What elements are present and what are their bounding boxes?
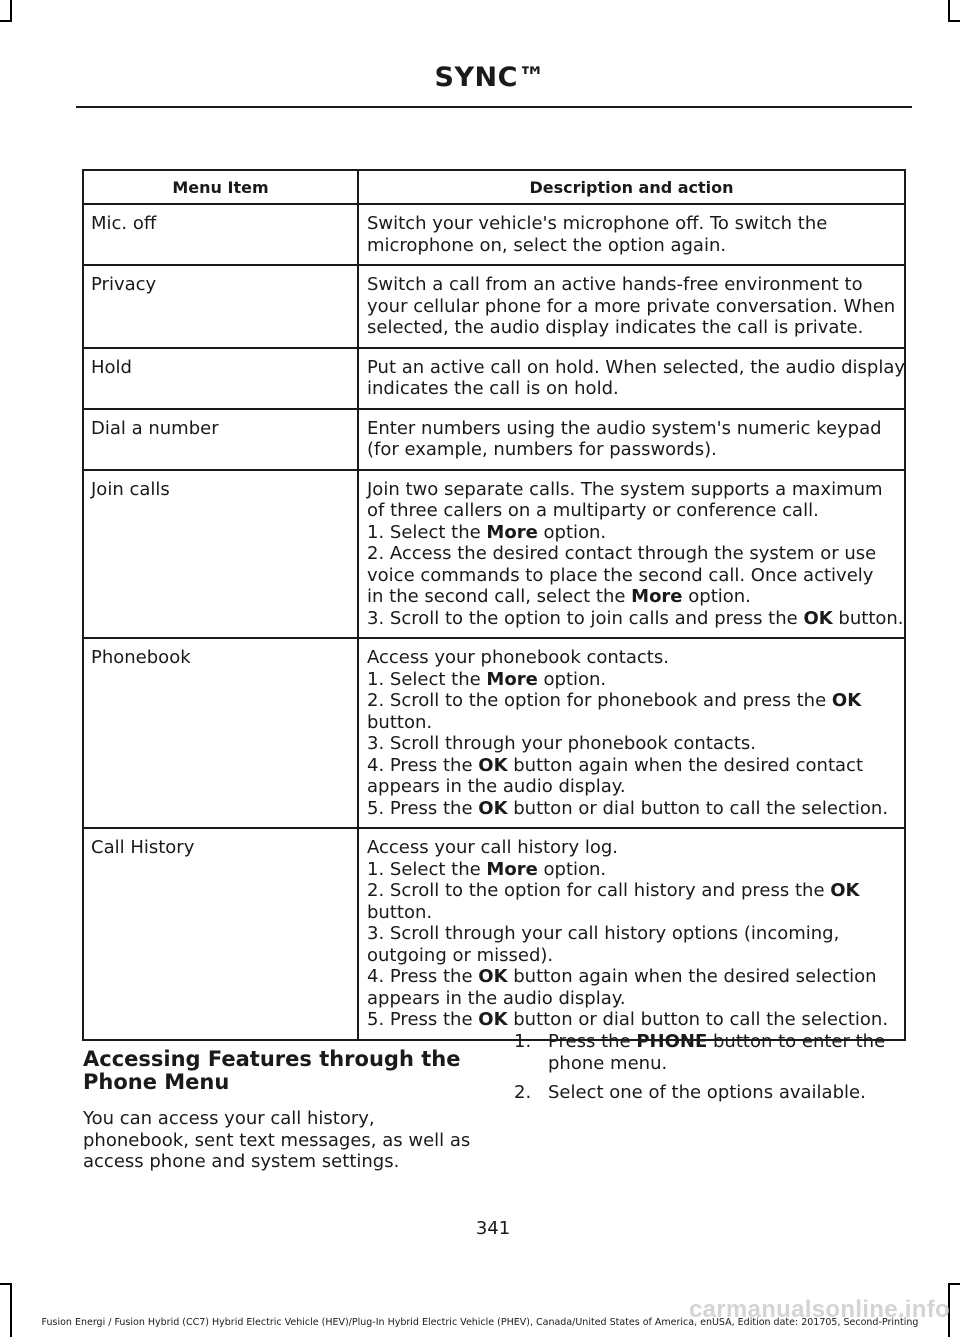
bold-text: OK	[478, 1009, 508, 1030]
crop-mark-bottom-left	[0, 1283, 12, 1285]
bold-text: OK	[803, 607, 833, 629]
text-run: voice commands to place the second call. Once actively	[367, 564, 874, 586]
bold-text: OK	[830, 880, 860, 901]
text-run: (for example, numbers for passwords).	[367, 439, 717, 460]
text-run: button or dial button to call the selection.	[507, 797, 889, 819]
text-run: 4. Press the	[367, 754, 479, 776]
text-run: indicates the call is on hold.	[367, 378, 619, 399]
menu-item-cell: Join calls	[83, 470, 358, 639]
description-cell	[358, 409, 905, 470]
table-row	[83, 265, 905, 348]
step-item	[514, 1082, 914, 1104]
description-cell	[358, 348, 905, 409]
text-run: Put an active call on hold. When selected, the audio display	[367, 356, 906, 378]
column-header-description: Description and action	[358, 170, 905, 204]
bold-text: More	[486, 668, 538, 690]
bold-text: PHONE	[636, 1031, 708, 1052]
table-row	[83, 204, 905, 265]
description-line	[367, 213, 898, 235]
text-run: 2. Scroll to the option for call history and press the	[367, 880, 831, 901]
description-line	[367, 317, 898, 339]
description-line	[367, 296, 898, 318]
section-intro: You can access your call history, phonebook, sent text messages, as well as access phone and system settings.	[83, 1108, 471, 1172]
text-run: 2. Scroll to the option for phonebook and press the	[367, 690, 832, 711]
description-cell	[358, 470, 905, 639]
description-line	[367, 543, 898, 565]
description-line	[367, 356, 906, 379]
text-run: Enter numbers using the audio system's numeric keypad	[367, 417, 882, 439]
text-run: in the second call, select the	[367, 586, 632, 607]
description-line	[367, 479, 898, 501]
description-line	[367, 988, 898, 1010]
description-line	[367, 565, 898, 587]
crop-mark-top-left	[0, 20, 12, 22]
text-run: appears in the audio display.	[367, 776, 626, 797]
menu-item-cell: Privacy	[83, 265, 358, 348]
menu-item-cell: Call History	[83, 828, 358, 1040]
text-run: option.	[537, 858, 607, 880]
text-run: 4. Press the	[367, 966, 479, 987]
description-line	[367, 586, 898, 608]
watermark: carmanualsonline.info	[688, 1296, 950, 1323]
description-line	[367, 522, 898, 544]
crop-mark-top-left	[10, 0, 12, 20]
text-run: 3. Scroll to the option to join calls and press the	[367, 607, 804, 629]
description-cell	[358, 638, 905, 828]
table-row	[83, 348, 905, 409]
page-header-title: SYNC™	[434, 62, 546, 93]
description-line	[367, 923, 898, 945]
text-run: outgoing or missed).	[367, 944, 554, 966]
description-line	[367, 880, 898, 902]
step-item	[514, 1031, 914, 1074]
crop-mark-bottom-right	[948, 1283, 960, 1285]
description-line	[367, 733, 898, 755]
text-run: Switch your vehicle's microphone off. To switch the	[367, 213, 828, 234]
crop-mark-bottom-left	[10, 1283, 12, 1337]
menu-item-cell: Dial a number	[83, 409, 358, 470]
table-row	[83, 470, 905, 639]
description-line	[367, 712, 898, 734]
description-line	[367, 945, 898, 967]
crop-mark-top-right	[948, 0, 950, 20]
text-run: 2. Access the desired contact through the system or use	[367, 543, 877, 564]
table-header-row	[83, 170, 905, 204]
table-row	[83, 409, 905, 470]
description-line	[367, 647, 898, 669]
section-title: Accessing Features through the Phone Menu	[83, 1047, 461, 1094]
table-row	[83, 638, 905, 828]
phone-menu-table	[82, 169, 906, 1041]
crop-mark-top-right	[948, 20, 960, 22]
menu-item-cell: Hold	[83, 348, 358, 409]
table-row	[83, 828, 905, 1040]
description-line	[367, 439, 898, 461]
description-line	[367, 378, 898, 400]
text-run: selected, the audio display indicates the call is private.	[367, 317, 864, 338]
bold-text: More	[631, 586, 683, 607]
description-line	[367, 669, 898, 691]
description-line	[367, 798, 898, 820]
text-run: 3. Scroll through your call history options (incoming,	[367, 923, 840, 944]
description-line	[367, 755, 898, 777]
description-line	[367, 274, 898, 296]
text-run: Press the	[548, 1031, 637, 1052]
description-line	[367, 235, 898, 257]
text-run: Join two separate calls. The system supports a maximum	[367, 478, 883, 500]
header-rule	[76, 106, 912, 108]
description-line	[367, 500, 898, 522]
text-run: button.	[832, 607, 904, 629]
text-run: 1. Select the	[367, 858, 487, 880]
bold-text: More	[486, 521, 538, 543]
text-run: button again when the desired selection	[507, 966, 877, 987]
step-number: 2.	[514, 1082, 532, 1103]
text-run: option.	[537, 668, 607, 690]
text-run: appears in the audio display.	[367, 987, 626, 1009]
description-line	[367, 859, 898, 881]
bold-text: OK	[478, 966, 508, 987]
page-number: 341	[475, 1218, 511, 1239]
description-line	[367, 902, 898, 924]
text-run: 3. Scroll through your phonebook contacts.	[367, 733, 756, 754]
bold-text: OK	[478, 797, 508, 819]
description-line	[367, 837, 898, 859]
text-run: button to enter the phone menu.	[548, 1031, 886, 1074]
text-run: 5. Press the	[367, 797, 479, 819]
description-line	[367, 1009, 898, 1031]
step-list	[514, 1031, 914, 1112]
description-cell	[358, 265, 905, 348]
bold-text: OK	[478, 754, 508, 776]
text-run: 5. Press the	[367, 1009, 479, 1030]
text-run: option.	[537, 521, 607, 543]
text-run: Switch a call from an active hands-free environment to	[367, 274, 863, 295]
description-line	[367, 966, 898, 988]
table-body	[83, 204, 905, 1040]
text-run: option.	[682, 586, 751, 607]
description-line	[367, 776, 898, 798]
description-line	[367, 690, 898, 712]
text-run: button.	[367, 901, 433, 923]
text-run: button or dial button to call the selection.	[507, 1009, 889, 1030]
text-run: of three callers on a multiparty or conference call.	[367, 500, 819, 521]
text-run: button again when the desired contact	[507, 754, 864, 776]
page-footer: Fusion Energi / Fusion Hybrid (CC7) Hybrid Electric Vehicle (HEV)/Plug-In Hybrid Electric Vehicle (PHEV), Canada/United States of America, enUSA, Edition date: 201705, Second-Printing	[41, 1317, 919, 1328]
menu-item-cell: Mic. off	[83, 204, 358, 265]
text-run: button.	[367, 711, 433, 733]
step-number: 1.	[514, 1031, 532, 1052]
text-run: 1. Select the	[367, 668, 487, 690]
menu-item-cell: Phonebook	[83, 638, 358, 828]
text-run: Access your call history log.	[367, 837, 618, 858]
text-run: Select one of the options available.	[548, 1082, 866, 1103]
description-cell	[358, 204, 905, 265]
text-run: Access your phonebook contacts.	[367, 647, 669, 668]
text-run: 1. Select the	[367, 521, 487, 543]
bold-text: More	[486, 858, 538, 880]
description-line	[367, 607, 904, 630]
column-header-menu-item: Menu Item	[83, 170, 358, 204]
bold-text: OK	[831, 690, 862, 711]
description-line	[367, 418, 898, 440]
text-run: your cellular phone for a more private conversation. When	[367, 295, 896, 317]
text-run: microphone on, select the option again.	[367, 234, 727, 256]
description-cell	[358, 828, 905, 1040]
